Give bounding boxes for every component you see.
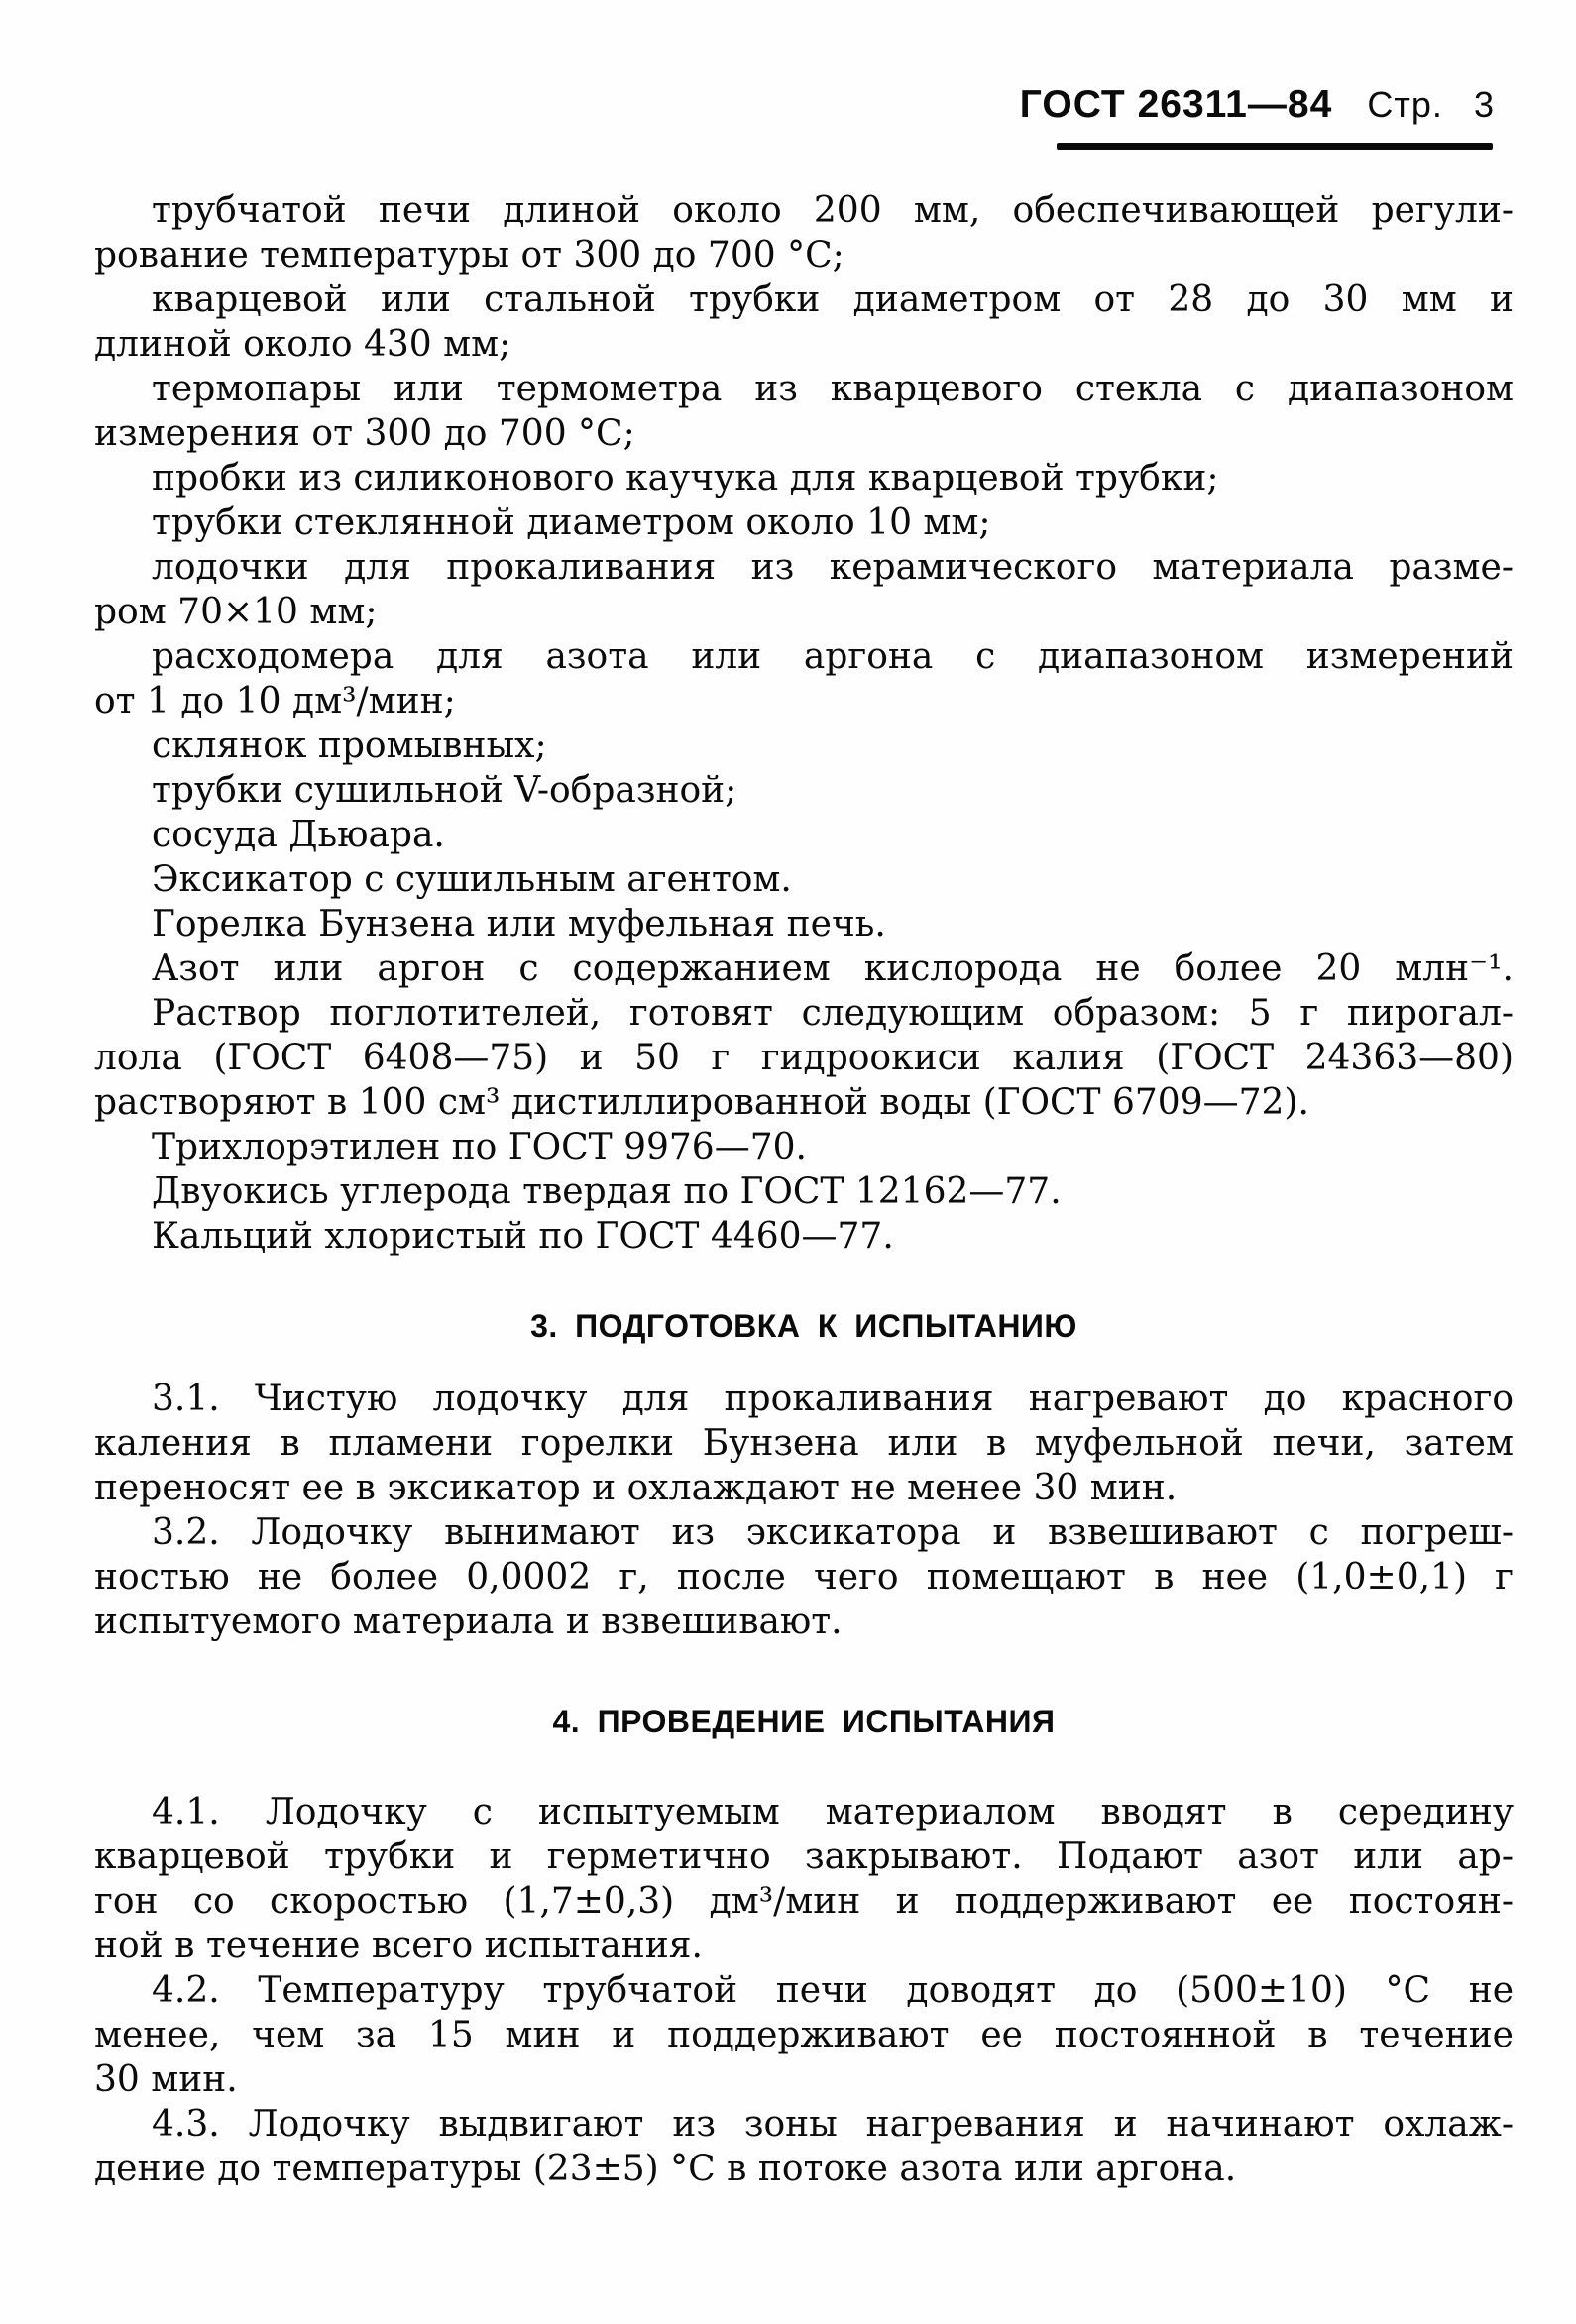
text-line: 3.2. Лодочку вынимают из эксикатора и взвешивают с погреш- <box>152 1512 1514 1553</box>
paragraph <box>94 277 1514 367</box>
text-line: трубчатой печи длиной около 200 мм, обеспечивающей регули- <box>152 190 1514 231</box>
text-line: 3.1. Чистую лодочку для прокаливания нагревают до красного <box>152 1379 1514 1419</box>
paragraph <box>94 367 1514 456</box>
text-line: кварцевой или стальной трубки диаметром от 28 до 30 мм и <box>152 279 1514 320</box>
section-3-heading: 3. ПОДГОТОВКА К ИСПЫТАНИЮ <box>530 1308 1077 1344</box>
paragraph <box>94 545 1514 634</box>
paragraph <box>94 456 1514 500</box>
paragraph <box>94 1790 1514 1968</box>
text-line: Трихлорэтилен по ГОСТ 9976—70. <box>152 1127 807 1167</box>
text-line: ром 70×10 мм; <box>94 592 378 632</box>
text-line: рование температуры от 300 до 700 °С; <box>94 235 844 276</box>
paragraph <box>94 1968 1514 2102</box>
text-line: 30 мин. <box>94 2059 238 2100</box>
paragraph <box>94 1510 1514 1644</box>
text-line: лола (ГОСТ 6408—75) и 50 г гидроокиси калия (ГОСТ 24363—80) <box>94 1038 1514 1078</box>
text-line: Азот или аргон с содержанием кислорода не более 20 млн⁻¹. <box>152 948 1514 989</box>
text-line: Двуокись углерода твердая по ГОСТ 12162—77. <box>152 1171 1062 1212</box>
paragraph <box>94 946 1514 991</box>
paragraph <box>94 723 1514 768</box>
text-line: кварцевой трубки и герметично закрывают. Подают азот или ар- <box>94 1836 1514 1877</box>
text-line: трубки стеклянной диаметром около 10 мм; <box>152 502 991 543</box>
text-line: измерения от 300 до 700 °С; <box>94 413 635 454</box>
text-line: 4.1. Лодочку с испытуемым материалом вводят в середину <box>152 1792 1514 1832</box>
paragraph <box>94 768 1514 813</box>
section-4-heading: 4. ПРОВЕДЕНИЕ ИСПЫТАНИЯ <box>552 1704 1056 1739</box>
paragraph <box>94 1169 1514 1214</box>
text-line: склянок промывных; <box>152 725 547 766</box>
text-line: менее, чем за 15 мин и поддерживают ее постоянной в течение <box>94 2015 1514 2055</box>
paragraph <box>94 813 1514 857</box>
paragraph <box>94 857 1514 902</box>
text-line: сосуда Дьюара. <box>152 815 445 855</box>
paragraph <box>94 500 1514 545</box>
text-line: от 1 до 10 дм³/мин; <box>94 681 456 721</box>
doc-number: ГОСТ 26311—84 <box>1019 83 1333 126</box>
text-line: переносят ее в эксикатор и охлаждают не менее 30 мин. <box>94 1468 1178 1508</box>
text-line: длиной около 430 мм; <box>94 324 511 365</box>
page-header <box>0 82 1495 135</box>
text-line: ностью не более 0,0002 г, после чего помещают в нее (1,0±0,1) г <box>94 1557 1514 1598</box>
text-line: дение до температуры (23±5) °С в потоке азота или аргона. <box>94 2149 1237 2189</box>
text-line: каления в пламени горелки Бунзена или в муфельной печи, затем <box>94 1423 1514 1464</box>
paragraph <box>94 188 1514 277</box>
paragraph <box>94 2102 1514 2191</box>
text-line: ной в течение всего испытания. <box>94 1926 703 1966</box>
document-body <box>94 188 1514 2191</box>
text-line: Раствор поглотителей, готовят следующим образом: 5 г пирогал- <box>152 993 1514 1034</box>
text-line: Горелка Бунзена или муфельная печь. <box>152 904 886 944</box>
text-line: лодочки для прокаливания из керамического материала разме- <box>152 547 1514 588</box>
paragraph <box>94 1214 1514 1259</box>
text-line: Кальций хлористый по ГОСТ 4460—77. <box>152 1216 894 1257</box>
paragraph <box>94 1125 1514 1169</box>
page-number: 3 <box>1473 84 1495 125</box>
text-line: термопары или термометра из кварцевого стекла с диапазоном <box>152 369 1514 409</box>
text-line: Эксикатор с сушильным агентом. <box>152 859 792 900</box>
paragraph <box>94 902 1514 946</box>
text-line: трубки сушильной V-образной; <box>152 770 737 811</box>
header-rule <box>1057 143 1493 150</box>
paragraph <box>94 1377 1514 1510</box>
text-line: 4.2. Температуру трубчатой печи доводят до (500±10) °С не <box>152 1970 1514 2011</box>
text-line: гон со скоростью (1,7±0,3) дм³/мин и поддерживают ее постоян- <box>94 1881 1514 1922</box>
text-line: испытуемого материала и взвешивают. <box>94 1602 843 1642</box>
paragraph <box>94 634 1514 723</box>
text-line: растворяют в 100 см³ дистиллированной воды (ГОСТ 6709—72). <box>94 1082 1309 1123</box>
text-line: пробки из силиконового каучука для кварцевой трубки; <box>152 458 1219 498</box>
page-label: Стр. <box>1367 84 1443 125</box>
text-line: расходомера для азота или аргона с диапазоном измерений <box>152 636 1514 677</box>
paragraph <box>94 991 1514 1125</box>
text-line: 4.3. Лодочку выдвигают из зоны нагревания и начинают охлаж- <box>152 2104 1514 2145</box>
